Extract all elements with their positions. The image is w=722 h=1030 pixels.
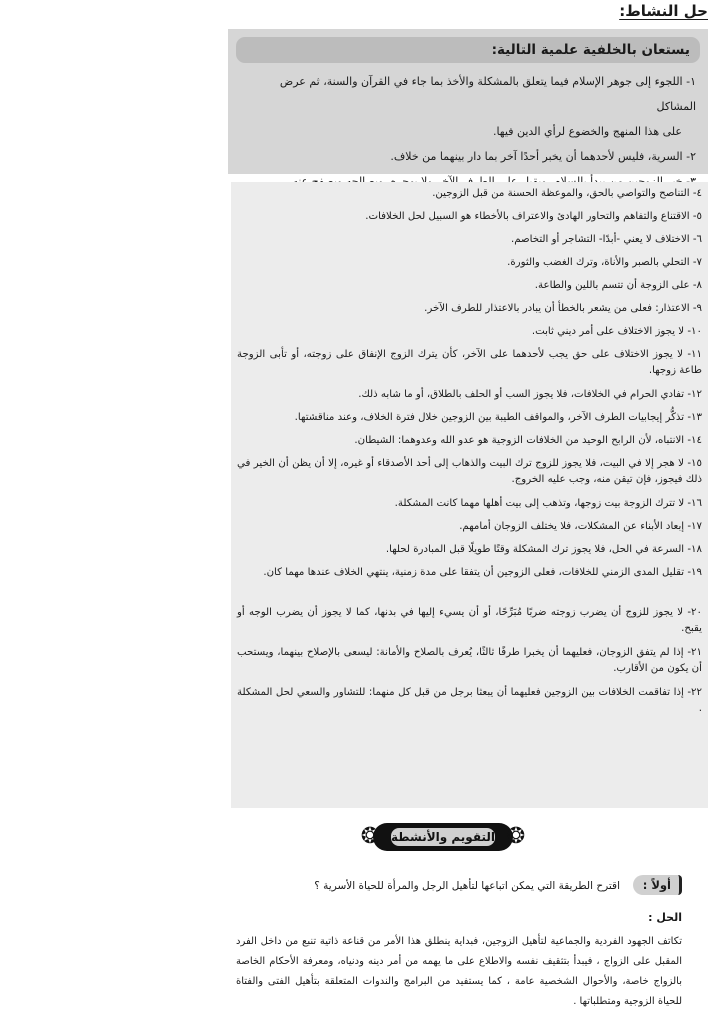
list-item: ٨- على الزوجة أن تتسم باللين والطاعة.: [534, 280, 702, 291]
solution-label: الحل :: [648, 911, 682, 924]
background-info-list: [236, 69, 700, 194]
list-item: ١٦- لا تترك الزوجة بيت زوجها، وتذهب إلى بيت أهلها مهما كانت المشكلة.: [394, 498, 702, 509]
list-item: ٢- السرية، فليس لأحدهما أن يخبر أحدًا آخر بما دار بينهما من خلاف.: [390, 150, 696, 163]
list-item: ٢٢- إذا تفاقمت الخلافات بين الزوجين فعليهما أن يبعثا برجل من قبل كل منهما: للتشاور والسعي لحل المشكلة .: [237, 687, 702, 714]
list-item: ٢٠- لا يجوز للزوج أن يضرب زوجته ضربًا مُبَرِّحًا، أو أن يسيء إليها في بدنها، كما لا يجوز أن يضرب الوجه أو يقبح.: [237, 607, 702, 634]
list-item: ١٠- لا يجوز الاختلاف على أمر ديني ثابت.: [531, 326, 702, 337]
list-item: ٥- الاقتناع والتفاهم والتحاور الهادئ والاعتراف بالأخطاء هو السبيل لحل الخلافات.: [365, 211, 702, 222]
question-text: اقترح الطريقة التي يمكن اتباعها لتأهيل الرجل والمرأة للحياة الأسرية ؟: [314, 880, 620, 892]
list-item: ١٢- تفادي الحرام في الخلافات، فلا يجوز السب أو الحلف بالطلاق، أو ما شابه ذلك.: [358, 389, 702, 400]
list-item: ٩- الاعتذار: فعلى من يشعر بالخطأ أن يبادر بالاعتذار للطرف الآخر.: [424, 303, 702, 314]
list-item: ١- اللجوء إلى جوهر الإسلام فيما يتعلق بالمشكلة والأخذ بما جاء في القرآن والسنة، ثم عرض المشاكل: [279, 75, 696, 113]
background-info-box: [228, 29, 708, 174]
question-row: [232, 874, 682, 898]
floral-ornament-icon: ❂: [506, 824, 526, 849]
list-item: ١٩- تقليل المدى الزمني للخلافات، فعلى الزوجين أن يتفقا على مدة زمنية، ينتهي الخلاف عندها مهما كان.: [263, 567, 702, 578]
list-item: ١٣- تذكُّر إيجابيات الطرف الآخر، والمواقف الطيبة بين الزوجين خلال فترة الخلاف، وعند مناقشتها.: [294, 412, 702, 423]
section-title: التقويم والأنشطة: [391, 830, 495, 844]
guidelines-box: [231, 182, 708, 808]
solution-text: تكاتف الجهود الفردية والجماعية لتأهيل الزوجين، فبداية ينطلق هذا الأمر من قناعة ذاتية تنبع من داخل الفرد المقبل على الزواج ، فيبدأ بتثقيف نفسه والاطلاع على ما يهمه من أمر دينه ودنياه، ومعرفة الأحكام الخاصة بالزواج خاصة، والأحوال الشخصية عامة ، كما يستفيد من البرامج والندوات المتعلقة بتأهيل الفتى والفتاة للحياة الزوجية ومتطلباتها .: [236, 936, 682, 1007]
question-badge: أولاً :: [633, 875, 682, 895]
page-title: حل النشاط:: [619, 2, 708, 20]
list-item: ٢١- إذا لم يتفق الزوجان، فعليهما أن يخبرا طرفًا ثالثًا، يُعرف بالصلاح والأمانة: ليسعى بالإصلاح بينهما، ويستحب أن يكون من الأقارب.: [237, 647, 702, 674]
list-item: ١١- لا يجوز الاختلاف على حق يجب لأحدهما على الآخر، كأن يترك الزوج الإنفاق على زوجته، أو تأبى الزوجة طاعة زوجها.: [237, 349, 702, 376]
background-info-heading: يستعان بالخلفية علمية التالية:: [236, 37, 700, 63]
list-item: ٦- الاختلاف لا يعني -أبدًا- التشاجر أو التخاصم.: [510, 234, 702, 245]
list-item: ١٤- الانتباه، لأن الرابح الوحيد من الخلافات الزوجية هو عدو الله وعدوهما: الشيطان.: [354, 435, 702, 446]
list-item: ١٧- إبعاد الأبناء عن المشكلات، فلا يختلف الزوجان أمامهم.: [459, 521, 702, 532]
guidelines-list: [237, 186, 702, 725]
floral-ornament-icon: ❂: [360, 824, 380, 849]
list-item: ١٨- السرعة في الحل، فلا يجوز ترك المشكلة وقتًا طويلًا قبل المبادرة لحلها.: [385, 544, 702, 555]
section-banner: [357, 820, 529, 854]
list-item: ٤- التناصح والتواصي بالحق، والموعظة الحسنة من قبل الزوجين.: [432, 188, 702, 199]
list-item: ١٥- لا هجر إلا في البيت، فلا يجوز للزوج ترك البيت والذهاب إلى أحد الأصدقاء أو غيره، إلا أن يظن أن الخير في ذلك فيجوز، فإن تيقن منه، وجب عليه الخروج.: [237, 458, 702, 485]
list-item: ٧- التحلي بالصبر والأناة، وترك الغضب والثورة.: [507, 257, 702, 268]
list-item: على هذا المنهج والخضوع لرأي الدين فيها.: [492, 125, 682, 138]
